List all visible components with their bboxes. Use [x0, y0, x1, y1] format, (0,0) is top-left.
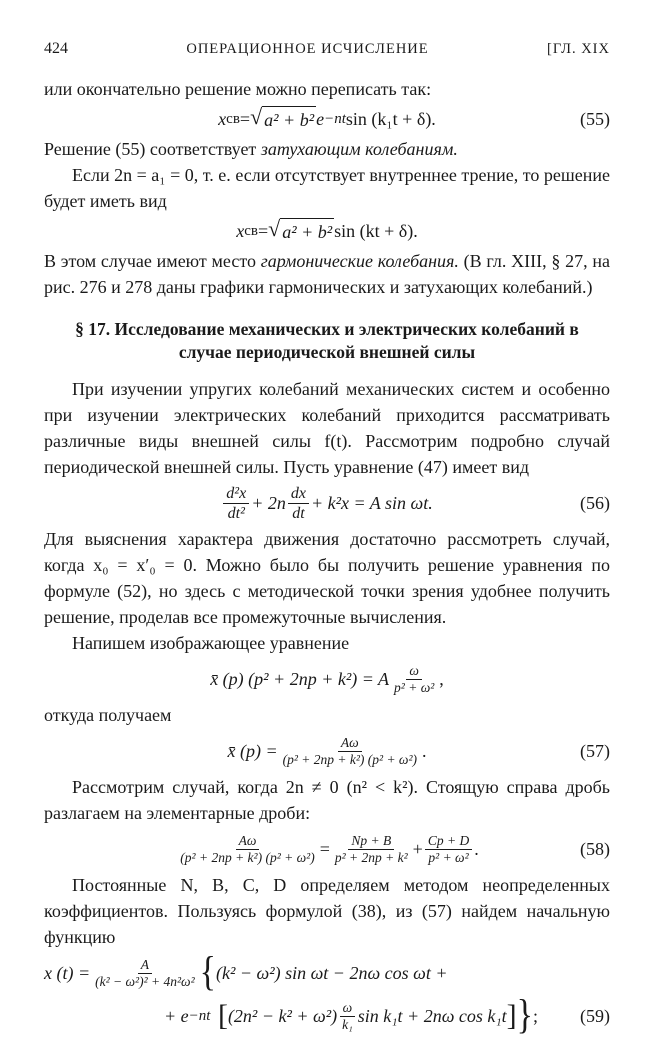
eqi-lhs: x̄ (p) (p² + 2np + k²) = A [210, 669, 390, 689]
eq59-line2-b: (2n² − k² + ω²) [227, 1006, 338, 1026]
radical-sign: √ [250, 103, 263, 129]
frac-den: (p² + 2np + k²) (p² + ω²) [180, 849, 315, 865]
fraction-58-np [332, 833, 411, 866]
eq55-sqrt: a² + b² [262, 106, 316, 133]
frac-den: (k² − ω²)² + 4n²ω² [95, 973, 195, 989]
equation-55 [44, 102, 610, 136]
equation-56 [44, 480, 610, 526]
eq59-tail: ; [532, 1006, 538, 1026]
frac-num: d²x [223, 484, 249, 504]
eqh-eq: = [257, 221, 269, 241]
eq55-lhs: x [218, 109, 227, 129]
left-brace: { [199, 950, 216, 995]
fraction-59 [92, 957, 198, 990]
equation-59-line1 [44, 950, 610, 996]
running-title: ОПЕРАЦИОННОЕ ИСЧИСЛЕНИЕ [186, 41, 429, 57]
paragraph-image-eq: Напишем изображающее уравнение [72, 633, 350, 653]
paragraph-periodic-force: При изучении упругих колебаний механических систем и особенно при изучении электрических колебаний приходится рассматривать различные виды внешней силы f(t). Рассмотрим подробно случай периодической внешней силы. Пусть уравнение (47) имеет вид [44, 379, 610, 477]
eq57-tail: . [422, 741, 427, 761]
equation-number-57: (57) [580, 741, 610, 761]
equation-59-line2 [44, 993, 610, 1038]
equation-number-55: (55) [580, 109, 610, 129]
frac-num: Aω [338, 735, 362, 752]
eq56-rest: + k²x = A sin ωt. [310, 493, 433, 513]
eq55-exp: −nt [324, 111, 346, 127]
eqi-tail: , [439, 669, 444, 689]
equation-harmonic [44, 214, 610, 248]
sqrt-expression [250, 103, 316, 133]
fraction-58-left [177, 833, 317, 866]
eqh-sqrt: a² + b² [280, 218, 334, 245]
eq59-line2-c: sin k₁t + 2nω cos k₁t [357, 1006, 507, 1026]
frac-den: dt² [227, 504, 245, 522]
fraction-dx [288, 484, 309, 523]
paragraph-intro: или окончательно решение можно переписать так: [44, 79, 432, 99]
eq56-term: + 2n [251, 493, 286, 513]
p4-text-a: В этом случае имеют место [44, 251, 261, 271]
equation-number-58: (58) [580, 839, 610, 859]
section-heading: § 17. Исследование механических и электрических колебаний в случае периодической внешней силы [75, 319, 579, 362]
right-brace: } [516, 993, 533, 1038]
fraction-d2x [223, 484, 249, 523]
eq55-sin: sin (k₁t + δ). [345, 109, 436, 129]
frac-num: Aω [236, 833, 260, 850]
eq57-lhs: x̄ (p) = [227, 741, 278, 761]
frac-num: A [138, 957, 152, 974]
equation-58 [44, 826, 610, 872]
frac-num: ω [406, 663, 422, 680]
equation-number-59: (59) [580, 1006, 610, 1026]
eq58-tail: . [474, 839, 479, 859]
frac-den: p² + ω² [394, 679, 435, 695]
frac-den: p² + 2np + k² [334, 849, 408, 865]
sqrt-expression [268, 215, 334, 245]
equation-number-56: (56) [580, 493, 610, 513]
frac-den: k₁ [342, 1016, 353, 1032]
frac-den: p² + ω² [428, 849, 469, 865]
p4-text-b: (В гл. XIII, § 27, на рис. 276 и 278 даны графики гармонических и затухающих колебаний.) [44, 251, 610, 297]
eq55-eq: = [239, 109, 251, 129]
eq58-eq: = [319, 839, 330, 859]
paragraph-case: Рассмотрим случай, когда 2n ≠ 0 (n² < k²). Стоящую справа дробь разлагаем на элементарные дроби: [44, 777, 610, 823]
eq55-sub: св [226, 111, 240, 127]
left-bracket: [ [210, 999, 228, 1032]
frac-den: (p² + 2np + k²) (p² + ω²) [282, 751, 418, 767]
running-header [44, 36, 610, 62]
frac-num: Np + B [348, 833, 394, 850]
fraction-58-cp [425, 833, 472, 866]
chapter-label: [ГЛ. XIX [547, 41, 610, 57]
equation-image [44, 656, 610, 702]
eq59-line1: (k² − ω²) sin ωt − 2nω cos ωt + [215, 963, 448, 983]
fraction-omega [391, 663, 437, 696]
eq55-exp-base: e [316, 109, 325, 129]
radical-sign: √ [268, 215, 281, 241]
fraction-omega-k1 [339, 1000, 356, 1033]
eq59-exp-base: + e [164, 1006, 189, 1026]
p2-text: Решение (55) соответствует [44, 139, 261, 159]
frac-num: dx [288, 484, 309, 504]
p2-emphasis: затухающим колебаниям. [260, 139, 458, 159]
eq59-exp: −nt [188, 1008, 211, 1024]
paragraph-damped [44, 136, 610, 162]
eqh-sub: св [244, 223, 258, 239]
paragraph-constants: Постоянные N, B, C, D определяем методом неопределенных коэффициентов. Пользуясь формулой (38), из (57) найдем начальную функцию [44, 875, 610, 947]
eq58-plus: + [412, 839, 423, 859]
p4-emphasis: гармонические колебания. [260, 251, 459, 271]
paragraph-no-friction: Если 2n = a₁ = 0, т. е. если отсутствует внутреннее трение, то решение будет иметь вид [44, 165, 610, 211]
frac-den: dt [292, 504, 305, 522]
page-number: 424 [44, 40, 68, 57]
paragraph-motion: Для выяснения характера движения достаточно рассмотреть случай, когда x₀ = x′₀ = 0. Можно было бы получить решение уравнения по формуле (52), но здесь с методической точки зрения удобнее получить решение, проделав все промежуточные вычисления. [44, 529, 610, 627]
paragraph-whence: откуда получаем [44, 705, 172, 725]
eqh-lhs: x [236, 221, 245, 241]
right-bracket: ] [506, 999, 517, 1032]
eqh-sin: sin (kt + δ). [334, 221, 418, 241]
frac-num: ω [340, 1000, 356, 1017]
frac-num: Cp + D [425, 833, 472, 850]
fraction-57 [280, 735, 420, 768]
paragraph-harmonic [44, 248, 610, 300]
equation-57 [44, 728, 610, 774]
eq59-lhs: x (t) = [44, 963, 91, 983]
